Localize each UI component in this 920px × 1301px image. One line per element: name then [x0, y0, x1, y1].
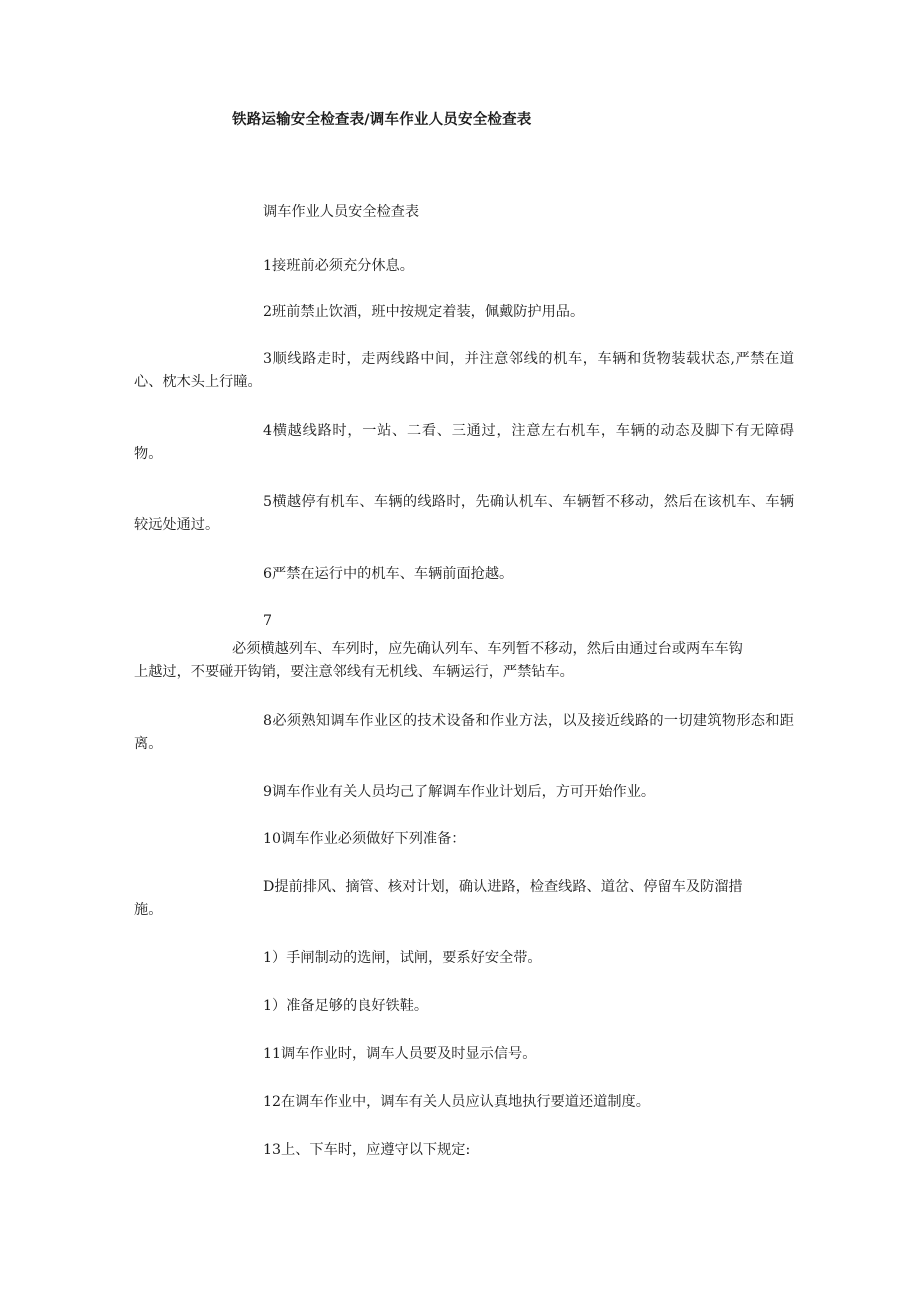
checklist-item-6: 6严禁在运行中的机车、车辆前面抢越。: [263, 566, 514, 582]
checklist-item-13: 13上、下车时，应遵守以下规定:: [263, 1142, 471, 1158]
checklist-item-7-number: 7: [263, 613, 273, 629]
checklist-item-1: 1接班前必须充分休息。: [263, 258, 414, 274]
checklist-item-4: 4横越线路时，一站、二看、三通过，注意左右机车，车辆的动态及脚下有无障碍物。: [134, 423, 794, 462]
checklist-item-7-line-1: 必须横越列车、车列时，应先确认列车、车列暂不移动，然后由通过台或两车车钩: [232, 641, 743, 657]
checklist-item-9: 9调车作业有关人员均己了解调车作业计划后，方可开始作业。: [263, 784, 656, 800]
document-title: 铁路运输安全检查表/调车作业人员安全检查表: [232, 112, 532, 128]
checklist-item-10: 10调车作业必须做好下列准备：: [263, 831, 466, 847]
checklist-item-7-line-2: 上越过，不要碰开钩销，要注意邻线有无机线、车辆运行，严禁钻车。: [134, 664, 574, 680]
section-heading: 调车作业人员安全检查表: [263, 204, 420, 220]
checklist-item-3: 3顺线路走时，走两线路中间，并注意邻线的机车，车辆和货物装载状态,严禁在道心、枕木头上行瞳。: [134, 351, 794, 390]
checklist-item-12: 12在调车作业中，调车有关人员应认真地执行要道还道制度。: [263, 1094, 650, 1110]
checklist-item-10a-line-2: 施。: [134, 902, 163, 918]
checklist-item-2: 2班前禁止饮酒，班中按规定着装，佩戴防护用品。: [263, 304, 585, 320]
checklist-item-10c: 1）准备足够的良好铁鞋。: [263, 998, 429, 1014]
checklist-item-8: 8必须熟知调车作业区的技术设备和作业方法，以及接近线路的一切建筑物形态和距离。: [134, 713, 794, 752]
checklist-item-10a-line-1: D提前排风、摘管、核对计划，确认进路，检查线路、道岔、停留车及防溜措: [263, 879, 743, 895]
checklist-item-5: 5横越停有机车、车辆的线路时，先确认机车、车辆暂不移动，然后在该机车、车辆较远处通过。: [134, 494, 794, 533]
checklist-item-11: 11调车作业时，调车人员要及时显示信号。: [263, 1046, 537, 1062]
checklist-item-10b: 1）手闸制动的选闸，试闸，要系好安全带。: [263, 950, 542, 966]
